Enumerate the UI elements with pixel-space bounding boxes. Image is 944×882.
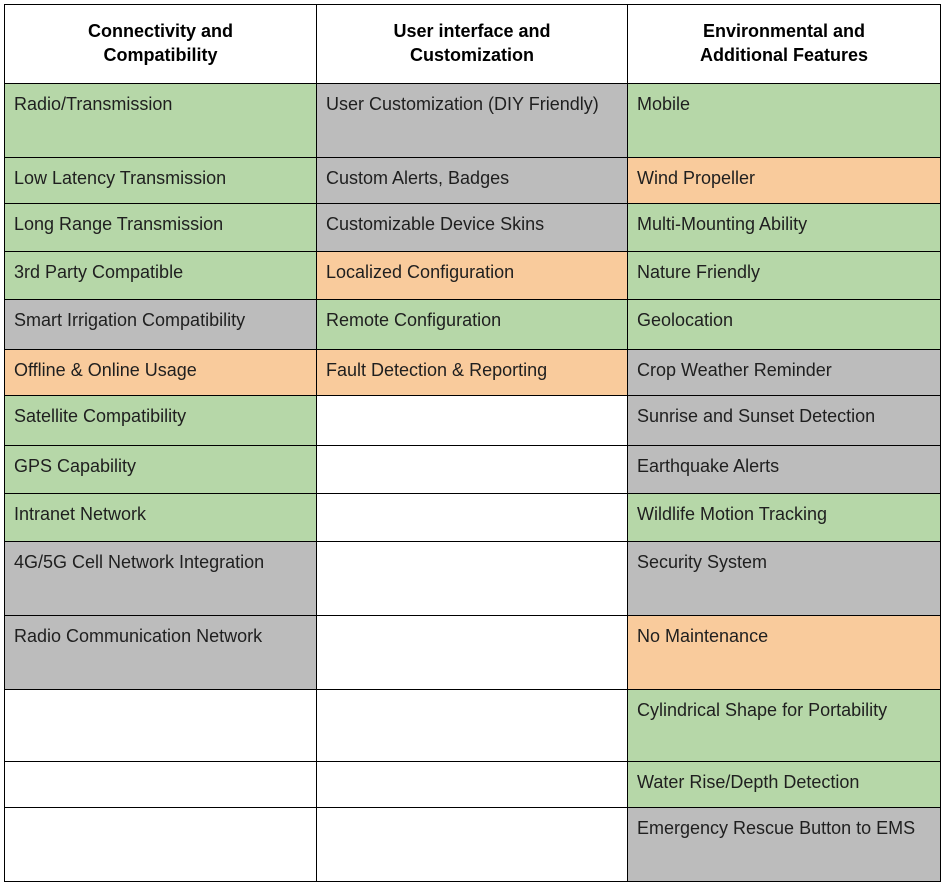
feature-cell-environmental: Multi-Mounting Ability bbox=[628, 204, 941, 252]
header-connectivity bbox=[5, 5, 317, 84]
table-row bbox=[5, 542, 941, 616]
feature-cell-connectivity: Long Range Transmission bbox=[5, 204, 317, 252]
feature-cell-environmental: Security System bbox=[628, 542, 941, 616]
feature-cell-user-interface: Fault Detection & Reporting bbox=[317, 350, 628, 396]
feature-cell-environmental: No Maintenance bbox=[628, 616, 941, 690]
feature-cell-user-interface: User Customization (DIY Friendly) bbox=[317, 84, 628, 158]
header-connectivity-line1: Connectivity and bbox=[87, 21, 234, 41]
empty-cell-user-interface bbox=[317, 446, 628, 494]
table-row bbox=[5, 690, 941, 762]
feature-cell-environmental: Earthquake Alerts bbox=[628, 446, 941, 494]
table-row bbox=[5, 446, 941, 494]
feature-cell-connectivity: Low Latency Transmission bbox=[5, 158, 317, 204]
feature-cell-environmental: Wildlife Motion Tracking bbox=[628, 494, 941, 542]
table-row bbox=[5, 616, 941, 690]
header-user-interface-line1: User interface and bbox=[393, 21, 551, 41]
feature-cell-connectivity: Intranet Network bbox=[5, 494, 317, 542]
empty-cell-user-interface bbox=[317, 616, 628, 690]
feature-cell-environmental: Sunrise and Sunset Detection bbox=[628, 396, 941, 446]
header-environmental-line2: Additional Features bbox=[699, 45, 869, 65]
table-row bbox=[5, 396, 941, 446]
empty-cell-user-interface bbox=[317, 396, 628, 446]
feature-cell-user-interface: Customizable Device Skins bbox=[317, 204, 628, 252]
header-connectivity-line2: Compatibility bbox=[103, 45, 218, 65]
header-user-interface bbox=[317, 5, 628, 84]
feature-cell-environmental: Emergency Rescue Button to EMS bbox=[628, 808, 941, 882]
feature-cell-environmental: Water Rise/Depth Detection bbox=[628, 762, 941, 808]
table-row bbox=[5, 84, 941, 158]
feature-cell-connectivity: 4G/5G Cell Network Integration bbox=[5, 542, 317, 616]
feature-cell-connectivity: Radio Communication Network bbox=[5, 616, 317, 690]
empty-cell-user-interface bbox=[317, 808, 628, 882]
empty-cell-user-interface bbox=[317, 494, 628, 542]
empty-cell-user-interface bbox=[317, 542, 628, 616]
feature-cell-connectivity: Radio/Transmission bbox=[5, 84, 317, 158]
table-row bbox=[5, 300, 941, 350]
feature-table bbox=[4, 4, 941, 882]
feature-cell-environmental: Cylindrical Shape for Portability bbox=[628, 690, 941, 762]
header-environmental bbox=[628, 5, 941, 84]
table-row bbox=[5, 350, 941, 396]
feature-cell-environmental: Mobile bbox=[628, 84, 941, 158]
header-row bbox=[5, 5, 941, 84]
feature-cell-connectivity: Smart Irrigation Compatibility bbox=[5, 300, 317, 350]
empty-cell-connectivity bbox=[5, 762, 317, 808]
feature-cell-connectivity: 3rd Party Compatible bbox=[5, 252, 317, 300]
header-environmental-line1: Environmental and bbox=[702, 21, 866, 41]
table-row bbox=[5, 204, 941, 252]
feature-cell-environmental: Geolocation bbox=[628, 300, 941, 350]
feature-cell-connectivity: GPS Capability bbox=[5, 446, 317, 494]
table-row bbox=[5, 158, 941, 204]
header-user-interface-line2: Customization bbox=[410, 45, 534, 65]
table-row bbox=[5, 252, 941, 300]
feature-cell-user-interface: Custom Alerts, Badges bbox=[317, 158, 628, 204]
empty-cell-connectivity bbox=[5, 690, 317, 762]
feature-cell-user-interface: Localized Configuration bbox=[317, 252, 628, 300]
table-row bbox=[5, 762, 941, 808]
feature-cell-environmental: Nature Friendly bbox=[628, 252, 941, 300]
table-row bbox=[5, 494, 941, 542]
empty-cell-user-interface bbox=[317, 762, 628, 808]
table-row bbox=[5, 808, 941, 882]
feature-cell-environmental: Wind Propeller bbox=[628, 158, 941, 204]
feature-cell-environmental: Crop Weather Reminder bbox=[628, 350, 941, 396]
feature-cell-connectivity: Offline & Online Usage bbox=[5, 350, 317, 396]
empty-cell-user-interface bbox=[317, 690, 628, 762]
table-body bbox=[5, 84, 941, 882]
feature-cell-user-interface: Remote Configuration bbox=[317, 300, 628, 350]
empty-cell-connectivity bbox=[5, 808, 317, 882]
feature-cell-connectivity: Satellite Compatibility bbox=[5, 396, 317, 446]
